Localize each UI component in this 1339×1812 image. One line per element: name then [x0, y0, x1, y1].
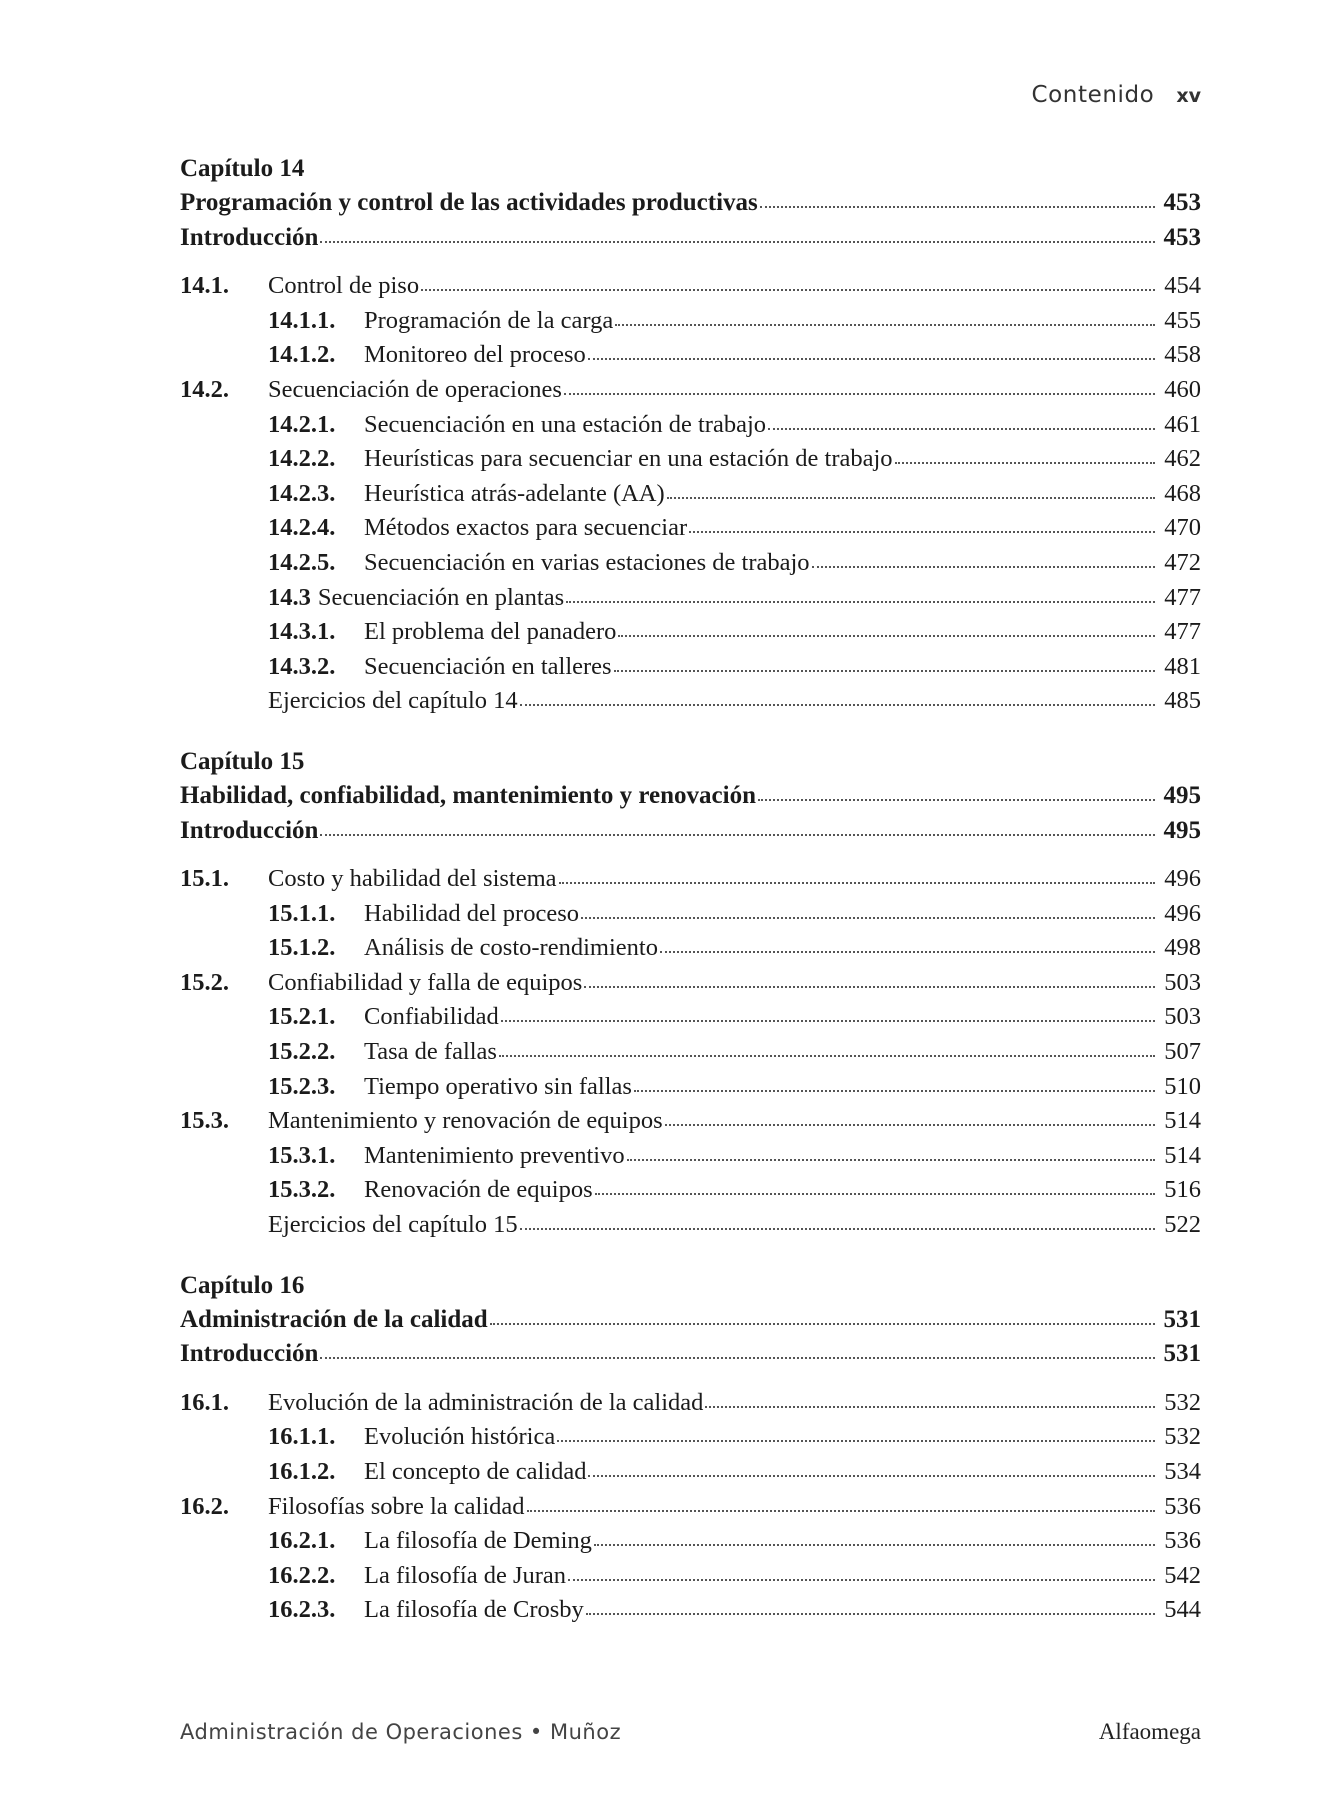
toc-entry[interactable] — [180, 1455, 1201, 1490]
section-title: Ejercicios del capítulo 14 — [268, 687, 518, 715]
page-number: 495 — [1163, 816, 1201, 844]
section-number: 15.1.2. — [268, 934, 336, 962]
section-title: Confiabilidad y falla de equipos — [268, 968, 583, 996]
section-title: Secuenciación en varias estaciones de trabajo — [364, 548, 810, 576]
page-number: 453 — [1163, 189, 1201, 216]
section-title: El concepto de calidad — [364, 1458, 587, 1485]
footer-publisher: Alfaomega — [1098, 1719, 1201, 1744]
dot-leader — [595, 1185, 1155, 1195]
page-number: 536 — [1164, 1492, 1201, 1520]
chapter-label: Capítulo 15 — [180, 747, 305, 775]
page-number: 522 — [1164, 1211, 1201, 1239]
section-number: 14.2.4. — [268, 514, 336, 542]
chapter-title: Programación y control de las actividades productivas — [180, 189, 758, 216]
toc-entry[interactable] — [180, 511, 1201, 546]
page-number: 468 — [1164, 479, 1201, 507]
dot-leader — [588, 1467, 1155, 1477]
page-number: 516 — [1164, 1176, 1201, 1204]
table-of-contents — [180, 152, 1201, 1654]
dot-leader — [490, 1315, 1155, 1325]
dot-leader — [634, 1082, 1155, 1092]
toc-entry[interactable] — [180, 304, 1201, 339]
dot-leader — [594, 1536, 1155, 1546]
section-title: Tasa de fallas — [364, 1038, 497, 1066]
page-number: 510 — [1164, 1072, 1201, 1100]
page-number: 503 — [1164, 968, 1201, 996]
page-number: 462 — [1164, 445, 1201, 473]
section-number: 16.2.1. — [268, 1527, 336, 1555]
section-title: Confiabilidad — [364, 1003, 499, 1031]
toc-entry[interactable] — [180, 1386, 1201, 1421]
chapter-title-row[interactable] — [180, 779, 1201, 814]
dot-leader — [660, 943, 1155, 953]
toc-entry[interactable] — [180, 581, 1201, 616]
dot-leader — [501, 1012, 1155, 1022]
dot-leader — [320, 1349, 1155, 1359]
dot-leader — [614, 662, 1155, 672]
page-number: 496 — [1164, 899, 1201, 927]
section-title: Ejercicios del capítulo 15 — [268, 1211, 518, 1239]
section-title: La filosofía de Deming — [364, 1527, 592, 1555]
dot-leader — [615, 316, 1155, 326]
page-number: 514 — [1164, 1107, 1201, 1135]
page-number: 536 — [1164, 1527, 1201, 1555]
page-number: 460 — [1164, 375, 1201, 403]
section-number: 16.1.2. — [268, 1458, 336, 1485]
section-title: Secuenciación en una estación de trabajo — [364, 410, 767, 438]
toc-entry[interactable] — [180, 650, 1201, 685]
chapter-section — [180, 152, 1201, 719]
section-title: La filosofía de Juran — [364, 1561, 567, 1589]
dot-leader — [320, 826, 1155, 836]
chapter-title-row[interactable] — [180, 186, 1201, 221]
dot-leader — [588, 350, 1155, 360]
header-section: Contenido — [1031, 82, 1155, 108]
page-number: 485 — [1164, 687, 1201, 715]
section-title: Métodos exactos para secuenciar — [364, 514, 688, 542]
section-title: Evolución de la administración de la calidad — [268, 1388, 704, 1416]
dot-leader — [520, 1220, 1155, 1230]
section-number: 14.3 — [268, 583, 311, 611]
page-number: 472 — [1164, 548, 1201, 576]
section-title: Programación de la carga — [364, 306, 614, 334]
toc-entry[interactable] — [180, 1208, 1201, 1243]
dot-leader — [581, 909, 1155, 919]
toc-entry[interactable] — [180, 931, 1201, 966]
section-number: 16.1. — [180, 1388, 229, 1416]
page-number: 542 — [1164, 1561, 1201, 1589]
dot-leader — [665, 1116, 1155, 1126]
section-title: Secuenciación en plantas — [317, 583, 565, 611]
section-title: Heurísticas para secuenciar en una estación de trabajo — [364, 445, 893, 473]
page-number: 544 — [1164, 1596, 1201, 1624]
toc-entry[interactable] — [180, 477, 1201, 512]
toc-entry[interactable] — [180, 1173, 1201, 1208]
toc-entry[interactable] — [180, 1559, 1201, 1594]
toc-entry[interactable] — [180, 1000, 1201, 1035]
section-title: Heurística atrás-adelante (AA) — [364, 479, 665, 507]
toc-entry[interactable] — [180, 1593, 1201, 1628]
page-number: 534 — [1164, 1458, 1201, 1485]
toc-entry[interactable] — [180, 338, 1201, 373]
dot-leader — [812, 558, 1155, 568]
section-number: 14.3.1. — [268, 618, 336, 646]
page-number: 495 — [1163, 781, 1201, 809]
section-number: 15.3. — [180, 1107, 229, 1135]
dot-leader — [895, 454, 1155, 464]
section-title: Secuenciación de operaciones — [268, 375, 562, 403]
toc-entry[interactable] — [180, 442, 1201, 477]
section-title: El problema del panadero — [364, 618, 617, 646]
page-number: 496 — [1164, 865, 1201, 893]
toc-entry[interactable] — [180, 1490, 1201, 1525]
section-number: 15.3.2. — [268, 1176, 336, 1204]
section-title: Evolución histórica — [364, 1423, 556, 1451]
section-number: 16.1.1. — [268, 1423, 336, 1451]
dot-leader — [559, 874, 1155, 884]
toc-entry[interactable] — [180, 1104, 1201, 1139]
page-number: 477 — [1164, 618, 1201, 646]
dot-leader — [499, 1047, 1155, 1057]
toc-entry[interactable] — [180, 897, 1201, 932]
section-number: 16.2. — [180, 1492, 229, 1520]
section-title: Mantenimiento preventivo — [364, 1141, 625, 1169]
chapter-title-row[interactable] — [180, 1303, 1201, 1338]
section-title: Renovación de equipos — [364, 1176, 593, 1204]
dot-leader — [564, 385, 1155, 395]
section-number: 14.2. — [180, 375, 229, 403]
page-number: 455 — [1164, 306, 1201, 334]
chapter-title: Administración de la calidad — [180, 1305, 488, 1333]
page-number: 532 — [1164, 1423, 1201, 1451]
section-title: Filosofías sobre la calidad — [268, 1492, 525, 1520]
section-number: 15.2. — [180, 968, 229, 996]
page-number: 461 — [1164, 410, 1201, 438]
page-number: 507 — [1164, 1038, 1201, 1066]
section-title: Mantenimiento y renovación de equipos — [268, 1107, 663, 1135]
page-number: 498 — [1164, 934, 1201, 962]
toc-entry[interactable] — [180, 1035, 1201, 1070]
dot-leader — [584, 978, 1155, 988]
section-number: 16.2.2. — [268, 1561, 336, 1589]
section-title: Análisis de costo-rendimiento — [364, 934, 658, 962]
toc-entry[interactable] — [180, 615, 1201, 650]
toc-entry[interactable] — [180, 269, 1201, 304]
section-number: 14.3.2. — [268, 652, 336, 680]
section-title: Habilidad del proceso — [364, 899, 579, 927]
dot-leader — [689, 523, 1155, 533]
toc-entry[interactable] — [180, 1070, 1201, 1105]
section-number: 15.3.1. — [268, 1141, 336, 1169]
running-header — [1031, 82, 1201, 108]
page-number: 458 — [1164, 341, 1201, 369]
page-number: 514 — [1164, 1141, 1201, 1169]
dot-leader — [568, 1571, 1155, 1581]
section-number: 15.1.1. — [268, 899, 336, 927]
toc-entry[interactable] — [180, 1524, 1201, 1559]
toc-entry[interactable] — [180, 546, 1201, 581]
dot-leader — [705, 1398, 1155, 1408]
dot-leader — [627, 1151, 1155, 1161]
section-number: 14.2.1. — [268, 410, 336, 438]
introduction-row[interactable] — [180, 221, 1201, 256]
section-title: Secuenciación en talleres — [364, 652, 612, 680]
page-number: 470 — [1164, 514, 1201, 542]
chapter-label: Capítulo 14 — [180, 155, 305, 182]
chapter-section — [180, 745, 1201, 1243]
section-number: 14.2.3. — [268, 479, 336, 507]
toc-entry[interactable] — [180, 862, 1201, 897]
toc-entry[interactable] — [180, 1139, 1201, 1174]
chapter-label: Capítulo 16 — [180, 1271, 305, 1299]
section-number: 14.1.2. — [268, 341, 336, 369]
dot-leader — [421, 281, 1155, 291]
page-number: 531 — [1163, 1340, 1201, 1368]
section-number: 14.1.1. — [268, 306, 336, 334]
dot-leader — [760, 198, 1155, 208]
page-number: 532 — [1164, 1388, 1201, 1416]
toc-entry[interactable] — [180, 966, 1201, 1001]
section-title: Costo y habilidad del sistema — [268, 865, 557, 893]
page-number: 481 — [1164, 652, 1201, 680]
dot-leader — [557, 1432, 1155, 1442]
page-number: 454 — [1164, 272, 1201, 300]
chapter-section — [180, 1269, 1201, 1628]
dot-leader — [618, 627, 1155, 637]
dot-leader — [566, 593, 1155, 603]
header-page-number: xv — [1176, 85, 1201, 107]
dot-leader — [320, 233, 1155, 243]
dot-leader — [527, 1502, 1155, 1512]
footer-book-title: Administración de Operaciones • Muñoz — [180, 1720, 622, 1744]
chapter-title: Habilidad, confiabilidad, mantenimiento y renovación — [180, 781, 757, 809]
introduction-row[interactable] — [180, 1337, 1201, 1372]
toc-entry[interactable] — [180, 684, 1201, 719]
section-title: La filosofía de Crosby — [364, 1596, 584, 1624]
section-number: 14.2.2. — [268, 445, 336, 473]
section-number: 15.1. — [180, 865, 229, 893]
section-title: Monitoreo del proceso — [364, 341, 586, 369]
section-number: 15.2.1. — [268, 1003, 336, 1031]
toc-entry[interactable] — [180, 1420, 1201, 1455]
section-number: 15.2.2. — [268, 1038, 336, 1066]
page-number: 453 — [1163, 223, 1201, 251]
section-title: Tiempo operativo sin fallas — [364, 1072, 632, 1100]
dot-leader — [758, 791, 1155, 801]
introduction-label: Introducción — [180, 816, 319, 844]
dot-leader — [667, 489, 1155, 499]
introduction-label: Introducción — [180, 1340, 319, 1368]
section-number: 14.1. — [180, 272, 229, 300]
dot-leader — [520, 696, 1155, 706]
page-number: 503 — [1164, 1003, 1201, 1031]
section-title: Control de piso — [268, 272, 420, 300]
toc-entry[interactable] — [180, 373, 1201, 408]
page-number: 531 — [1163, 1305, 1201, 1333]
toc-entry[interactable] — [180, 408, 1201, 443]
section-number: 15.2.3. — [268, 1072, 336, 1100]
dot-leader — [768, 420, 1155, 430]
section-number: 14.2.5. — [268, 548, 336, 576]
dot-leader — [586, 1605, 1155, 1615]
introduction-label: Introducción — [180, 223, 319, 251]
section-number: 16.2.3. — [268, 1596, 336, 1624]
page-number: 477 — [1164, 583, 1201, 611]
introduction-row[interactable] — [180, 814, 1201, 849]
